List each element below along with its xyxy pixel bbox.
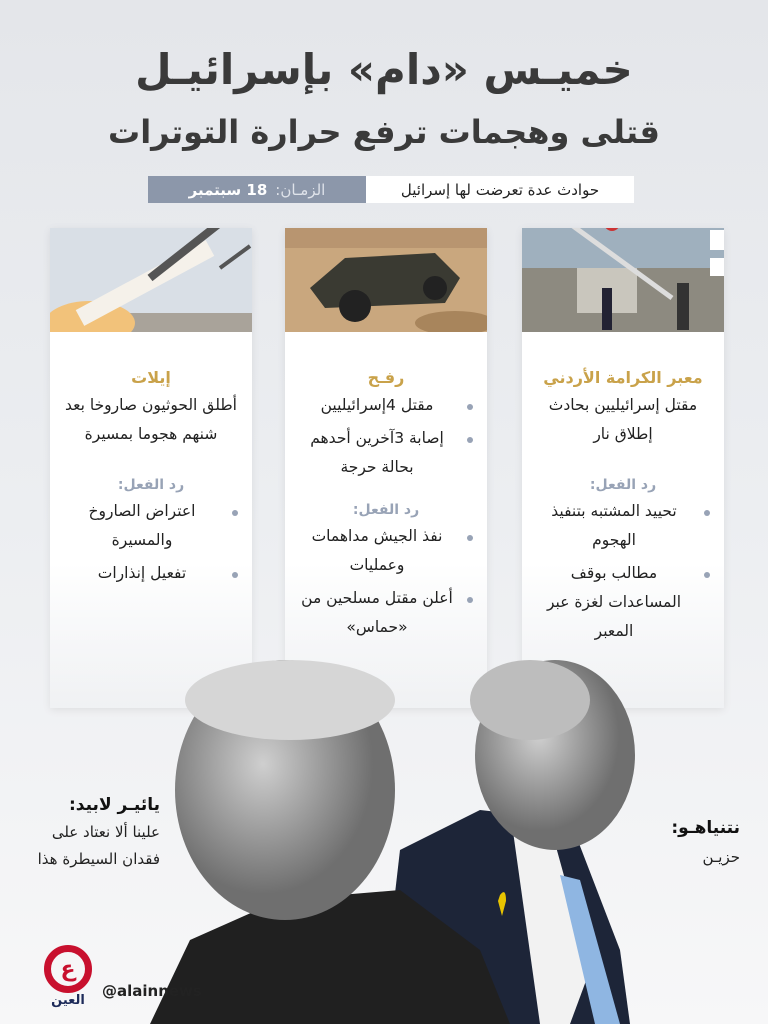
rocket-photo (50, 228, 252, 332)
info-time (148, 176, 366, 203)
card-eilat (50, 228, 252, 708)
reaction-label: رد الفعل: (352, 502, 420, 518)
page-subtitle: قتلى وهجمات ترفع حرارة التوترات (108, 113, 660, 151)
quote-name: نتنياهـو: (671, 818, 740, 838)
quote-text: علينا ألا نعتاد على فقدان السيطرة هذا (37, 823, 160, 868)
reaction-item: مطالب بوقف المساعدات لغزة عبر المعبر (532, 559, 714, 646)
info-bar (148, 176, 634, 203)
reaction-item: تفعيل إنذارات (60, 559, 242, 588)
card-title: إيلات (131, 368, 171, 387)
social-handle: @alainnews (102, 982, 202, 1000)
time-label: الزمـان: (275, 180, 326, 199)
reaction-label: رد الفعل: (117, 477, 185, 493)
card-title: معبر الكرامة الأردني (543, 368, 703, 387)
leaders-photo (150, 650, 670, 1024)
card-rafah (285, 228, 487, 708)
page-title: خميـس «دام» بإسرائيـل (135, 45, 633, 94)
reaction-label: رد الفعل: (589, 477, 657, 493)
logo-icon: ع (44, 945, 92, 993)
reaction-item: أعلن مقتل مسلحين من «حماس» (295, 584, 477, 642)
quote-name: يائيـر لابيد: (69, 795, 160, 815)
reaction-item: اعتراض الصاروخ والمسيرة (60, 497, 242, 555)
card-karameh-crossing (522, 228, 724, 708)
crossing-photo (522, 228, 724, 332)
reaction-item: نفذ الجيش مداهمات وعمليات (295, 522, 477, 580)
card-summary: مقتل إسرائيليين بحادث إطلاق نار (548, 396, 698, 443)
quote-netanyahu (600, 818, 740, 871)
alain-logo (42, 945, 94, 1008)
logo-text: العين (51, 993, 85, 1008)
time-value: 18 سبتمبر (188, 180, 268, 199)
quote-text: حزيـن (702, 848, 740, 866)
quote-lapid (20, 795, 160, 873)
card-summary: أطلق الحوثيون صاروخا بعد شنهم هجوما بمسيرة (65, 396, 237, 443)
reaction-item: تحييد المشتبه بتنفيذ الهجوم (532, 497, 714, 555)
vehicle-photo (285, 228, 487, 332)
bullet-item: إصابة 3آخرين أحدهم بحالة حرجة (295, 424, 477, 482)
bullet-item: مقتل 4إسرائيليين (295, 391, 477, 420)
info-description: حوادث عدة تعرضت لها إسرائيل (366, 176, 634, 203)
card-title: رفـح (367, 368, 405, 387)
